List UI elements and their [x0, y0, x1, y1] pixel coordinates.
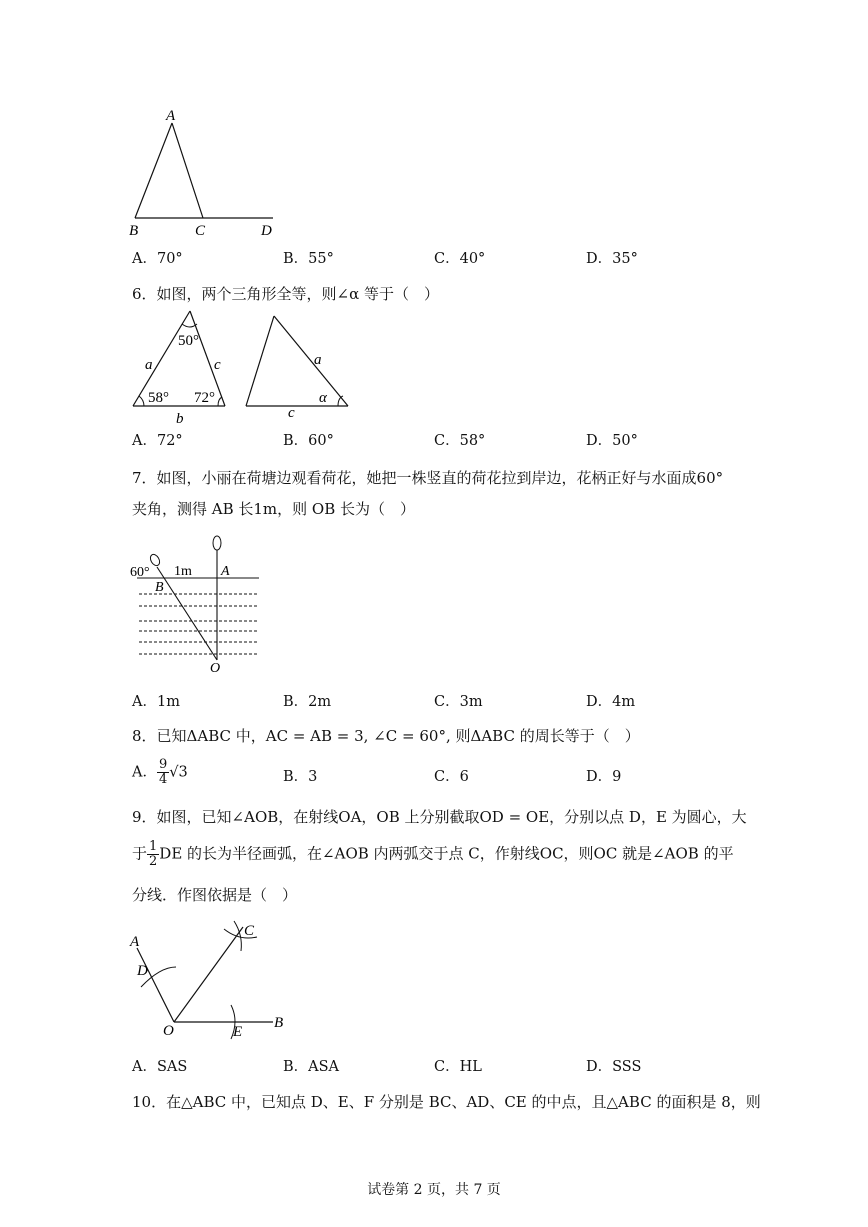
q5-label-b: B: [129, 223, 139, 239]
q7-option-c[interactable]: C．3m: [434, 694, 483, 710]
q5-label-a: A: [166, 108, 176, 124]
q7-label-1m: 1m: [174, 564, 192, 579]
q5-figure: [125, 105, 285, 240]
q6-fig2-alpha: α: [319, 390, 327, 406]
q6-figure-2: [240, 305, 355, 427]
q5-label-d: D: [261, 223, 272, 239]
q6-fig1-right-angle: 72°: [194, 390, 215, 406]
q6-fig2-side-c: c: [288, 405, 295, 421]
q9-option-a[interactable]: A．SAS: [132, 1059, 188, 1075]
q9-stem-line2: [132, 840, 734, 869]
q9-label-a: A: [130, 934, 140, 950]
q6-option-d[interactable]: D．50°: [586, 433, 638, 449]
q7-figure: [125, 532, 275, 677]
q5-option-a[interactable]: A．70°: [132, 251, 183, 267]
q8-option-b[interactable]: B．3: [283, 769, 318, 785]
q7-label-o: O: [210, 661, 221, 676]
q7-label-angle: 60°: [130, 565, 150, 580]
q8-stem: 8．已知ΔABC 中，AC = AB = 3, ∠C = 60°, 则ΔABC 的周长等于（ ）: [132, 727, 640, 745]
q6-option-c[interactable]: C．58°: [434, 433, 486, 449]
q8-option-a-prefix: A．: [132, 764, 157, 781]
q7-stem-line2: 夹角，测得 AB 长1m，则 OB 长为（ ）: [132, 500, 416, 518]
q5-option-b[interactable]: B．55°: [283, 251, 334, 267]
q9-label-o: O: [163, 1023, 174, 1039]
q8-option-a-radical: √3: [169, 764, 188, 781]
q6-option-b[interactable]: B．60°: [283, 433, 334, 449]
q9-stem-line1: 9．如图，已知∠AOB，在射线OA，OB 上分别截取OD = OE，分别以点 D，E 为圆心，大: [132, 808, 747, 826]
q9-frac-den: 2: [149, 854, 158, 869]
q9-option-d[interactable]: D．SSS: [586, 1059, 642, 1075]
q5-label-c: C: [195, 223, 206, 239]
q8-frac-den: 4: [158, 772, 168, 787]
q7-label-b: B: [155, 580, 164, 595]
q9-line2-pre: 于: [132, 844, 148, 863]
q5-option-d[interactable]: D．35°: [586, 251, 638, 267]
q7-stem-line1: 7．如图，小丽在荷塘边观看荷花，她把一株竖直的荷花拉到岸边，花柄正好与水面成60°: [132, 469, 724, 487]
q7-label-a: A: [221, 564, 230, 579]
q8-option-a[interactable]: [132, 758, 188, 787]
q6-fig1-left-angle: 58°: [148, 390, 169, 406]
q9-fraction: [147, 840, 159, 869]
q9-label-c: C: [244, 923, 255, 939]
q9-label-b: B: [274, 1015, 284, 1031]
q6-option-a[interactable]: A．72°: [132, 433, 183, 449]
q7-option-b[interactable]: B．2m: [283, 694, 332, 710]
q6-fig1-side-c: c: [214, 357, 221, 373]
q8-frac-num: 9: [158, 757, 168, 772]
q9-stem-line3: 分线．作图依据是（ ）: [132, 886, 298, 904]
q8-option-a-fraction: [157, 758, 169, 787]
q6-fig1-top-angle: 50°: [178, 333, 199, 349]
q6-fig1-side-b: b: [176, 411, 184, 427]
q9-label-e: E: [233, 1024, 243, 1040]
page-footer: 试卷第 2 页，共 7 页: [367, 1182, 501, 1198]
q6-stem: 6．如图，两个三角形全等，则∠α 等于（ ）: [132, 285, 440, 303]
q10-stem: 10．在△ABC 中，已知点 D、E、F 分别是 BC、AD、CE 的中点，且△ABC 的面积是 8，则: [132, 1093, 761, 1111]
q6-fig2-side-a: a: [314, 352, 322, 368]
q9-line2-post: DE 的长为半径画弧，在∠AOB 内两弧交于点 C，作射线OC，则OC 就是∠AOB 的平: [159, 844, 734, 863]
q9-label-d: D: [137, 963, 148, 979]
q7-option-a[interactable]: A．1m: [132, 694, 180, 710]
q7-option-d[interactable]: D．4m: [586, 694, 636, 710]
q8-option-c[interactable]: C．6: [434, 769, 469, 785]
q9-option-c[interactable]: C．HL: [434, 1059, 482, 1075]
q6-figure-1: [125, 305, 235, 427]
q9-option-b[interactable]: B．ASA: [283, 1059, 340, 1075]
q9-figure: [125, 915, 295, 1045]
q5-option-c[interactable]: C．40°: [434, 251, 486, 267]
q8-option-d[interactable]: D．9: [586, 769, 622, 785]
q9-frac-num: 1: [149, 839, 158, 854]
q6-fig1-side-a: a: [145, 357, 153, 373]
